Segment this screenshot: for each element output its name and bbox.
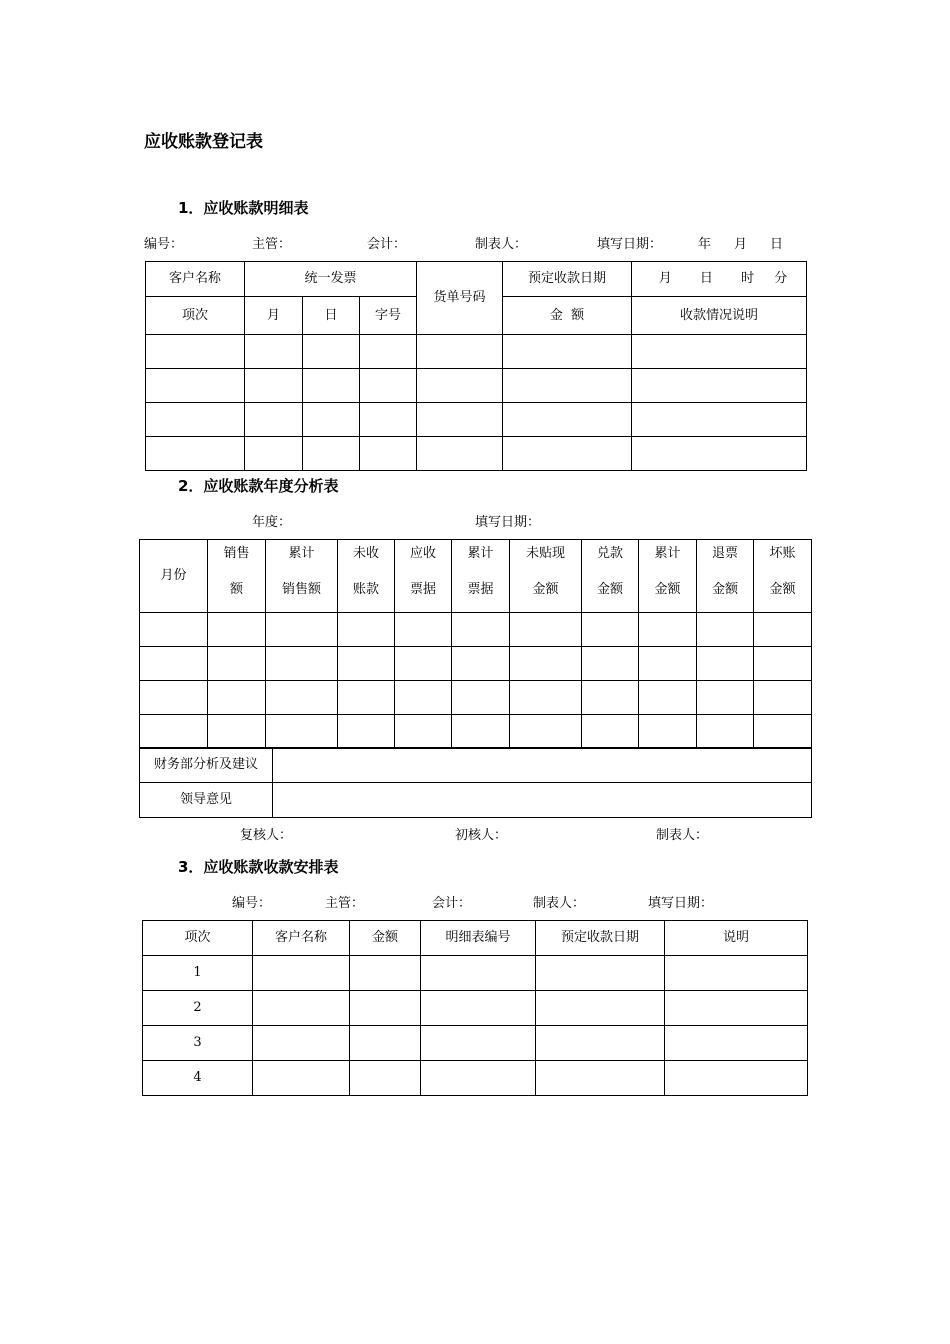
table-row	[146, 369, 807, 403]
cell[interactable]	[510, 681, 582, 715]
sec1-accountant-label: 会计：	[367, 237, 407, 252]
col-refund-l1: 退票	[711, 546, 738, 561]
cell[interactable]	[421, 991, 536, 1026]
col-sales-l2: 额	[229, 582, 243, 597]
col-unreceived-l1: 未收	[352, 546, 379, 561]
hdr-dt-minute: 分	[774, 271, 788, 286]
col-refund	[697, 540, 754, 613]
cell[interactable]	[632, 369, 807, 403]
cell[interactable]	[417, 369, 503, 403]
col-bad-l1: 坏账	[769, 546, 796, 561]
sec1-fill-date-label: 填写日期：	[597, 237, 663, 252]
finance-analysis-label: 财务部分析及建议	[140, 748, 273, 783]
cell[interactable]	[245, 437, 303, 471]
col-bad-l2: 金额	[769, 582, 796, 597]
table-row	[140, 681, 812, 715]
cell[interactable]	[303, 335, 360, 369]
cell[interactable]	[395, 613, 452, 647]
cell[interactable]	[582, 647, 639, 681]
col-cum-notes	[452, 540, 510, 613]
cell[interactable]	[350, 1061, 421, 1096]
col-month: 月份	[140, 540, 208, 613]
cell[interactable]	[395, 715, 452, 749]
col-undiscounted	[510, 540, 582, 613]
hdr-amount: 金 额	[503, 297, 632, 335]
cell[interactable]	[208, 681, 266, 715]
col-amount: 金额	[350, 921, 421, 956]
section-2-heading: 2．应收账款年度分析表	[178, 477, 339, 495]
cell[interactable]	[245, 403, 303, 437]
cell[interactable]	[360, 369, 417, 403]
col-bad-debt	[754, 540, 812, 613]
table-row	[143, 956, 808, 991]
cell[interactable]	[338, 613, 395, 647]
hdr-collection-remark: 收款情况说明	[632, 297, 807, 335]
sec3-supervisor-label: 主管：	[325, 896, 365, 911]
cell[interactable]	[146, 369, 245, 403]
cell[interactable]	[266, 613, 338, 647]
cell[interactable]	[754, 647, 812, 681]
sec3-maker-label: 制表人：	[533, 896, 586, 911]
col-cum-amount	[639, 540, 697, 613]
cell[interactable]	[266, 715, 338, 749]
cell[interactable]	[421, 956, 536, 991]
cell[interactable]	[665, 1026, 808, 1061]
cell[interactable]	[503, 403, 632, 437]
table-row	[140, 647, 812, 681]
row-index: 4	[143, 1061, 253, 1096]
collection-schedule-table	[142, 920, 808, 1096]
cell[interactable]	[536, 991, 665, 1026]
cell[interactable]	[208, 647, 266, 681]
cell[interactable]	[452, 681, 510, 715]
cell[interactable]	[639, 681, 697, 715]
sec1-maker-label: 制表人：	[475, 237, 528, 252]
sec2-year-label: 年度：	[252, 515, 292, 530]
cell[interactable]	[266, 647, 338, 681]
col-undisc-l2: 金额	[532, 582, 559, 597]
cell[interactable]	[253, 956, 350, 991]
cell[interactable]	[146, 437, 245, 471]
col-undisc-l1: 未贴现	[525, 546, 565, 561]
cell[interactable]	[754, 681, 812, 715]
cell[interactable]	[536, 1026, 665, 1061]
cell[interactable]	[350, 956, 421, 991]
detail-table	[145, 261, 807, 471]
cell[interactable]	[503, 335, 632, 369]
cell[interactable]	[140, 681, 208, 715]
col-cashed-l2: 金额	[596, 582, 623, 597]
cell[interactable]	[140, 647, 208, 681]
analysis-opinion-table	[139, 747, 812, 818]
document-title: 应收账款登记表	[144, 132, 263, 152]
table-row	[146, 437, 807, 471]
cell[interactable]	[350, 991, 421, 1026]
sec1-supervisor-label: 主管：	[252, 237, 292, 252]
table-row	[143, 1061, 808, 1096]
cell[interactable]	[697, 681, 754, 715]
cell[interactable]	[639, 715, 697, 749]
cell[interactable]	[338, 715, 395, 749]
cell[interactable]	[395, 647, 452, 681]
cell[interactable]	[417, 437, 503, 471]
cell[interactable]	[754, 613, 812, 647]
cell[interactable]	[360, 335, 417, 369]
col-item: 项次	[143, 921, 253, 956]
hdr-item: 项次	[146, 297, 245, 335]
col-expected-date: 预定收款日期	[536, 921, 665, 956]
col-cum-sales-l2: 销售额	[281, 582, 321, 597]
cell[interactable]	[754, 715, 812, 749]
row-index: 1	[143, 956, 253, 991]
row-index: 2	[143, 991, 253, 1026]
col-notes-l1: 应收	[409, 546, 436, 561]
cell[interactable]	[452, 715, 510, 749]
hdr-dt-hour: 时	[741, 271, 755, 286]
cell[interactable]	[510, 715, 582, 749]
col-sales	[208, 540, 266, 613]
col-cum-notes-l2: 票据	[467, 582, 494, 597]
hdr-dt-day: 日	[699, 271, 713, 286]
cell[interactable]	[632, 437, 807, 471]
finance-analysis-field[interactable]	[273, 748, 812, 783]
cell[interactable]	[697, 647, 754, 681]
cell[interactable]	[253, 991, 350, 1026]
col-cashed	[582, 540, 639, 613]
cell[interactable]	[510, 613, 582, 647]
col-refund-l2: 金额	[711, 582, 738, 597]
col-unreceived-l2: 账款	[352, 582, 379, 597]
col-customer: 客户名称	[253, 921, 350, 956]
cell[interactable]	[582, 715, 639, 749]
cell[interactable]	[395, 681, 452, 715]
sec1-year-label: 年	[698, 237, 712, 252]
cell[interactable]	[697, 715, 754, 749]
cell[interactable]	[253, 1061, 350, 1096]
cell[interactable]	[421, 1026, 536, 1061]
cell[interactable]	[245, 369, 303, 403]
col-sales-l1: 销售	[223, 546, 250, 561]
cell[interactable]	[338, 681, 395, 715]
cell[interactable]	[303, 437, 360, 471]
cell[interactable]	[140, 613, 208, 647]
cell[interactable]	[503, 369, 632, 403]
cell[interactable]	[208, 613, 266, 647]
hdr-inv-month: 月	[245, 297, 303, 335]
hdr-unified-invoice: 统一发票	[245, 262, 417, 297]
cell[interactable]	[452, 613, 510, 647]
cell[interactable]	[266, 681, 338, 715]
col-remark: 说明	[665, 921, 808, 956]
col-unreceived	[338, 540, 395, 613]
annual-analysis-table	[139, 539, 812, 749]
sec1-month-label: 月	[734, 237, 748, 252]
cell[interactable]	[632, 335, 807, 369]
cell[interactable]	[503, 437, 632, 471]
cell[interactable]	[417, 335, 503, 369]
section-3-heading: 3．应收账款收款安排表	[178, 858, 339, 876]
cell[interactable]	[536, 956, 665, 991]
cell[interactable]	[582, 681, 639, 715]
col-detail-no: 明细表编号	[421, 921, 536, 956]
cell[interactable]	[665, 991, 808, 1026]
table-row	[146, 403, 807, 437]
cell[interactable]	[146, 403, 245, 437]
hdr-inv-day: 日	[303, 297, 360, 335]
cell[interactable]	[303, 369, 360, 403]
cell[interactable]	[452, 647, 510, 681]
sec2-fill-date-label: 填写日期：	[475, 515, 541, 530]
col-cum-amt-l1: 累计	[654, 546, 681, 561]
row-index: 3	[143, 1026, 253, 1061]
hdr-datetime	[632, 262, 807, 297]
sec1-day-label: 日	[770, 237, 784, 252]
sec2-maker-label: 制表人：	[656, 828, 709, 843]
cell[interactable]	[697, 613, 754, 647]
sec2-first-checker-label: 初核人：	[455, 828, 508, 843]
table-row	[143, 991, 808, 1026]
cell[interactable]	[140, 715, 208, 749]
cell[interactable]	[253, 1026, 350, 1061]
cell[interactable]	[639, 647, 697, 681]
table-row	[140, 715, 812, 749]
col-cum-amt-l2: 金额	[654, 582, 681, 597]
cell[interactable]	[417, 403, 503, 437]
col-cum-sales-l1: 累计	[288, 546, 315, 561]
cell[interactable]	[350, 1026, 421, 1061]
cell[interactable]	[245, 335, 303, 369]
leader-opinion-field[interactable]	[273, 783, 812, 818]
cell[interactable]	[510, 647, 582, 681]
cell[interactable]	[632, 403, 807, 437]
col-notes-l2: 票据	[409, 582, 436, 597]
cell[interactable]	[665, 956, 808, 991]
sec3-fill-date-label: 填写日期：	[648, 896, 714, 911]
hdr-customer-name: 客户名称	[146, 262, 245, 297]
cell[interactable]	[639, 613, 697, 647]
table-row	[146, 335, 807, 369]
cell[interactable]	[338, 647, 395, 681]
col-cum-notes-l1: 累计	[467, 546, 494, 561]
cell[interactable]	[421, 1061, 536, 1096]
sec3-accountant-label: 会计：	[432, 896, 472, 911]
sec2-reviewer-label: 复核人：	[240, 828, 293, 843]
cell[interactable]	[536, 1061, 665, 1096]
col-notes-receivable	[395, 540, 452, 613]
col-cashed-l1: 兑款	[596, 546, 623, 561]
cell[interactable]	[360, 403, 417, 437]
cell[interactable]	[665, 1061, 808, 1096]
cell[interactable]	[582, 613, 639, 647]
table-row	[140, 613, 812, 647]
hdr-bill-number: 货单号码	[417, 262, 503, 335]
cell[interactable]	[360, 437, 417, 471]
hdr-inv-number: 字号	[360, 297, 417, 335]
section-1-heading: 1．应收账款明细表	[178, 199, 309, 217]
cell[interactable]	[303, 403, 360, 437]
cell[interactable]	[146, 335, 245, 369]
cell[interactable]	[208, 715, 266, 749]
hdr-expected-date: 预定收款日期	[503, 262, 632, 297]
sec3-code-label: 编号：	[232, 896, 272, 911]
leader-opinion-label: 领导意见	[140, 783, 273, 818]
table-row	[143, 1026, 808, 1061]
col-cum-sales	[266, 540, 338, 613]
sec1-code-label: 编号：	[144, 237, 184, 252]
hdr-dt-month: 月	[658, 271, 672, 286]
